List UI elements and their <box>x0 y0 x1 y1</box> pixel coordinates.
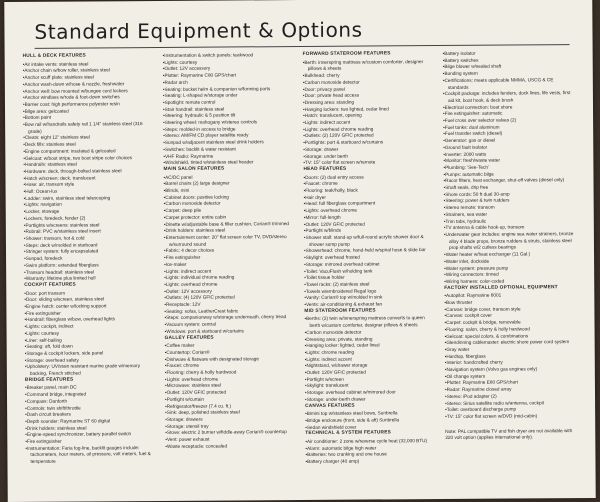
feature-item: • Hatch w/screen: deck, translucent <box>23 175 153 183</box>
feature-section <box>24 282 155 378</box>
feature-item: • Seating: bucket helm & companion w/forming ports <box>163 86 293 94</box>
section-title: GALLEY FEATURES <box>164 335 214 341</box>
feature-item: • Oil change system <box>445 373 577 381</box>
feature-item: • Seating: sofas, LeatherCrest fabric <box>164 308 294 316</box>
feature-item: • Towels w/embroidered Regal logo <box>304 288 434 296</box>
feature-item: • Anchor chain w/bow roller, stainless steel <box>23 67 153 75</box>
feature-item: • Steering wheel: mahogany w/stereo controls <box>163 119 293 127</box>
feature-item: • Blinds, mini <box>164 187 294 195</box>
feature-item: • Anchor well: bow mounted w/bungee cord lockers <box>23 88 153 96</box>
feature-item: • Outlets: (4) 120V GFIC protected <box>164 294 294 302</box>
feature-item: • Storage: overhead cabinet w/mirrored door <box>305 389 435 397</box>
feature-item: • Wiring connectors: tinned <box>444 271 576 279</box>
feature-item: • Battery isolator <box>443 50 575 58</box>
feature-item: • Air conditioner: 2 zone w/reverse cycle heat (32,000 BTU) <box>305 438 435 446</box>
feature-item: • Carpet: cockpit & bridge, removable <box>444 319 576 327</box>
feature-item: • Lights: indirect accent <box>164 268 294 276</box>
feature-item: • Faucet: chrome <box>165 362 295 370</box>
feature-section <box>305 403 435 432</box>
feature-item: • Glendinning cablemaster: electric shore power cord system <box>445 339 577 347</box>
feature-item: • Plotter: Raymarine E80 GPS/chart <box>445 380 577 388</box>
feature-item: • Dressing area: standing <box>303 99 433 107</box>
feature-item: • Lights: chrome reading <box>305 349 435 357</box>
feature-item: • Storage: drawers <box>165 416 295 424</box>
column-3 <box>303 51 436 466</box>
feature-item: • Portlight w/curtain <box>165 396 295 404</box>
feature-item: • Generator: gas or diesel <box>443 137 575 145</box>
feature-item: • Bow rail w/handrails safety rail 1 1/4" stainless steel (316 grade) <box>23 121 153 135</box>
feature-item: • Toilet tissue holder <box>304 274 434 282</box>
feature-item: • Lights: overhead chrome reading <box>303 126 433 134</box>
feature-item: • Plotter: Raymarine C80 GPS/chart <box>163 72 293 80</box>
section-title: MID STATEROOM FEATURES <box>304 308 376 314</box>
feature-item: • Autopilot: Raymarine 6001 <box>444 292 576 300</box>
feature-item: • Stereo: iPod adapter (2) <box>445 393 577 401</box>
feature-item: • Batteries: two cranking and one house <box>305 452 435 460</box>
feature-item: • Showerhead: chrome, hand-held w/spiral hose & slide bar <box>304 247 434 255</box>
feature-item: • Nightstand, w/drawer storage <box>305 362 435 370</box>
feature-item: • Steering: hydraulic & 5 position tilt <box>163 112 293 120</box>
feature-item: • Drink holders: stainless steel <box>164 227 294 235</box>
section-title: FACTORY INSTALLED OPTIONAL EQUIPMENT <box>444 284 558 291</box>
feature-item: • Anchor wash-down w/hose & nozzle, freshwater <box>23 81 153 89</box>
document-page <box>4 0 595 502</box>
feature-item: • Lights: navigation <box>24 201 154 209</box>
feature-item: • Strainers, sea water <box>444 211 576 219</box>
feature-item: • Outlet: 12V accessory <box>163 65 293 73</box>
feature-item: • Sedan windshield cover <box>305 424 435 432</box>
feature-item: • Shower stall: stand-up w/full-round acrylic shower door & shower sump pump <box>304 234 434 248</box>
feature-item: • Dinette w/adjustable base & filler cushion, Corian® trimmed <box>164 221 294 229</box>
feature-item: • Refrigerator/freezer (7.4 cu. ft.) <box>165 403 295 411</box>
feature-item: • Portlight w/screen <box>305 376 435 384</box>
feature-item: • Spotlight: remote control <box>163 99 293 107</box>
feature-section <box>443 50 577 286</box>
feature-item: • Fuel cross over selector valves (2) <box>443 117 575 125</box>
feature-item: • Shaft seals, drip free <box>444 184 576 192</box>
feature-item: • Microwave: stainless steel <box>165 382 295 390</box>
feature-item: • Flooring: salon, cherry & holly hardwood <box>445 326 577 334</box>
feature-item: • Vents: air-conditioning & exhaust fan <box>304 301 434 309</box>
feature-item: • Vacuum system: central <box>164 321 294 329</box>
feature-item: • Command bridge, integrated <box>25 391 155 399</box>
feature-section <box>25 377 156 466</box>
title-divider <box>35 44 570 49</box>
feature-item: • Alarm: automatic bilge high water <box>305 445 435 453</box>
feature-item: • Underwater gear includes: engine sea water strainers, bronze alloy 4 blade props, bronze rudders & struts, stainless steel prop shafts w/2 cutless bearings <box>444 231 576 252</box>
feature-item: • Breaker panel, main DC <box>25 384 155 392</box>
feature-item: • Vent: power exhaust <box>165 436 295 444</box>
feature-item: • Sunpad, foredeck <box>24 255 154 263</box>
feature-item: • VHF Radio: Raymarine <box>163 153 293 161</box>
feature-item: • Stair handrail: stainless steel <box>163 106 293 114</box>
feature-item: • Outlets: (2) 120V GFIC protected <box>303 133 433 141</box>
feature-item: • Hardtop, fiberglass <box>445 353 577 361</box>
feature-item: • Countertop: Corian® <box>165 349 295 357</box>
feature-item: • Water heater w/heat exchanger (11 Gal.) <box>444 251 576 259</box>
feature-item: • Sunpad w/adjacent stainless steel drink holders <box>163 139 293 147</box>
feature-item: • TV: 15" color flat screen w/DVD (mid-cabin) <box>445 413 577 421</box>
feature-item: • Faucet: chrome <box>304 180 434 188</box>
feature-section <box>444 285 577 421</box>
feature-item: • Lights: overhead chrome <box>304 207 434 215</box>
feature-item: • Interior: handcrafted cherry <box>445 359 577 367</box>
column-1 <box>23 53 156 466</box>
feature-item: • Seating: aft, fold down <box>25 343 155 351</box>
feature-item: • Air intake vents: stainless steel <box>23 61 153 69</box>
page-title: Standard Equipment & Options <box>34 17 363 44</box>
feature-item: • Door: sliding w/screen, stainless steel <box>24 296 154 304</box>
feature-item: • Fire extinguisher: automatic <box>443 110 575 118</box>
feature-item: • Ground fault isolator <box>443 144 575 152</box>
feature-item: • Bonding system <box>443 70 575 78</box>
feature-item: • Berth: innerspring mattress w/custom comforter, designer pillows & sheets <box>303 59 433 73</box>
feature-item: • Seating: L-shaped w/storage under <box>163 92 293 100</box>
feature-item: • Storage: mirrored overhead cabinet <box>304 261 434 269</box>
feature-item: • Lights: indirect accent <box>303 119 433 127</box>
feature-item: • Depth sounder: Raymarine ST 60 digital <box>25 418 155 426</box>
feature-item: • Bow thruster <box>444 299 576 307</box>
feature-item: • Hair dryer <box>304 194 434 202</box>
feature-item: • Bilge blower w/sealed shaft <box>443 63 575 71</box>
feature-item: • Shore cords: 50 ft dual 30-amp <box>444 191 576 199</box>
section-title: MAIN SALON FEATURES <box>163 166 225 172</box>
feature-item: • Barrel chairs (2) large designer <box>164 180 294 188</box>
feature-item: • Storage: under berth <box>303 153 433 161</box>
feature-item: • Steps: companionway w/storage underneath, cherry tread <box>164 314 294 322</box>
feature-item: • Storage & cockpit lockers, side panel <box>25 350 155 358</box>
feature-item: • Deck fills: stainless steel <box>23 141 153 149</box>
feature-item: • Hull: Ocean-lux <box>24 188 154 196</box>
feature-item: • Steering: power & twin rudders <box>444 198 576 206</box>
feature-item: • Gelcoat: special colors, & combinations <box>445 333 577 341</box>
feature-item: • Gelcoat: w/boot stripe, two boot stripe color choices <box>23 155 153 163</box>
feature-item: • Handrail: fiberglass w/bow, overhead lights <box>24 316 154 324</box>
feature-item: • Fabric: 4 decor choices <box>164 247 294 255</box>
feature-item: • Locker, stowage <box>24 208 154 216</box>
feature-item: • Lights: courtesy <box>25 330 155 338</box>
feature-item: • Upholstery: UV/stain resistant marine grade w/memory backing, French stitched <box>25 363 155 377</box>
feature-item: • Dressing area: private, standing <box>305 336 435 344</box>
feature-section <box>163 166 294 335</box>
feature-item: • Inverter: 2000 watts <box>443 151 575 159</box>
feature-item: • Canvas: cockpit cover <box>444 312 576 320</box>
section-title: FORWARD STATEROOM FEATURES <box>302 51 391 57</box>
feature-item: • Trim tabs, hydraulic <box>444 218 576 226</box>
feature-item: • Plumbing: 'See-Tech' <box>443 164 575 172</box>
feature-item: • Berths: (2) twin w/innerspring mattress converts to queen berth w/custom comforter, designer pillows & sheets <box>304 315 434 329</box>
feature-item: • Racor filters, heat exchanger, shut-off valves (diesel only) <box>444 177 576 185</box>
feature-section <box>304 308 435 404</box>
feature-item: • Pumps: automatic bilge <box>443 171 575 179</box>
feature-item: • Stringer system: fully encapsulated <box>24 248 154 256</box>
feature-item: • Carbon monoxide detector <box>164 201 294 209</box>
feature-item: • Outlet: 120V GFIC protected <box>305 369 435 377</box>
feature-item: • Cabinet doors: positive locking <box>164 194 294 202</box>
feature-item: • Carpet protector: entire cabin <box>164 214 294 222</box>
feature-item: • Engine-speed synchronizer, battery parallel switch <box>25 431 155 439</box>
feature-item: • Waste receptacle: concealed <box>165 443 295 451</box>
feature-item: • Portlight w/blinds <box>304 227 434 235</box>
section-title: CANVAS FEATURES <box>305 403 355 409</box>
feature-section <box>165 335 296 451</box>
feature-item: • Wiring harness: color-coded <box>444 278 576 286</box>
section-title: COCKPIT FEATURES <box>24 282 76 288</box>
feature-item: • Mirror: full-length <box>304 214 434 222</box>
feature-item: • Towel racks: (2) stainless steel <box>304 281 434 289</box>
feature-item: • Engine hatch: center w/locking support <box>24 303 154 311</box>
feature-item: • Rubrail: PVC w/stainless steel insert <box>24 228 154 236</box>
feature-item: • Handrails: stainless steel <box>23 161 153 169</box>
feature-item: • Electrical connection: boat shore <box>443 104 575 112</box>
feature-item: • Gray water <box>445 346 577 354</box>
feature-item: • Switches: backlit & water resistant <box>163 146 293 154</box>
feature-item: • Lockers, foredeck, fender (2) <box>24 215 154 223</box>
feature-item: • Stereo: Sirius satellite radio w/antenna, cockpit <box>445 400 577 408</box>
feature-item: • Portlights w/screens: stainless steel <box>24 222 154 230</box>
feature-item: • Instrumentation: Faria fog-line, backlit gauges include: tachometers, hour meters, oil pressure, volt meters, fuel & temperature <box>25 445 155 466</box>
feature-item: • Cockpit package: includes fenders, dock lines, life vests, first aid kit, boat hook, & deck brush <box>443 90 575 104</box>
feature-item: • Hardware: deck, through-bolted stainless steel <box>23 168 153 176</box>
feature-item: • Warranty: lifetime plus limited hull <box>24 275 154 283</box>
feature-item: • Stereo: AM/FM CD player satellite ready <box>163 132 293 140</box>
feature-section <box>163 52 294 167</box>
feature-item: • Storage: under-berth drawer <box>305 396 435 404</box>
feature-item: • Barrier coat: high performance polyester resin <box>23 101 153 109</box>
feature-section <box>303 51 434 167</box>
feature-item: • Lights: overhead chrome <box>164 281 294 289</box>
feature-item: • Hanging locker: lighted, cedar lined <box>305 342 435 350</box>
feature-item: • Hanging lockers: two lighted, cedar lined <box>303 106 433 114</box>
feature-item: • TV antenna & cable hook-up, transom <box>444 224 576 232</box>
feature-item: • Bulkhead: cherry <box>303 72 433 80</box>
feature-item: • AC/DC panel <box>163 174 293 182</box>
feature-item: • Doors: (2) dual entry access <box>303 174 433 182</box>
feature-item: • Dash circuit breakers <box>25 411 155 419</box>
feature-section <box>23 53 155 283</box>
feature-item: • Battery switches <box>443 57 575 65</box>
feature-item: • Storage: overhead safety <box>25 357 155 365</box>
feature-item: • Compass: Danforth <box>25 398 155 406</box>
feature-item: • Flooring: teak/holly, black <box>304 187 434 195</box>
feature-item: • Carpet: deep pile <box>164 207 294 215</box>
feature-item: • Door: private head access <box>303 92 433 100</box>
feature-item: • Bimini top w/stainless steel bows, Sunbrella <box>305 410 435 418</box>
feature-item: • Outlet: 120V GFIC protected <box>304 221 434 229</box>
feature-item: • Anchor scuff plate: stainless steel <box>23 74 153 82</box>
feature-item: • Bottom paint <box>23 114 153 122</box>
feature-item: • Skylight: translucent <box>305 383 435 391</box>
feature-item: • Steps: molded-in access to bridge <box>163 126 293 134</box>
feature-item: • Bilge area: gelcoated <box>23 108 153 116</box>
feature-item: • Lights: indirect accent <box>305 356 435 364</box>
feature-item: • Canvas: bridge cover, transom style <box>444 306 576 314</box>
footnote: Note: PAL compatible TV and fish dryer are not available with 220 volt option (applies international only). <box>445 427 573 441</box>
feature-item: • Transom headrail: stainless steel <box>24 269 154 277</box>
feature-item: • Water inlet, dockside <box>444 258 576 266</box>
feature-item: • Instrumentation & switch panels: teakwood <box>163 52 293 60</box>
feature-item: • Coffee maker <box>165 342 295 350</box>
feature-item: • Engine compartment: insulated & gelcoated <box>23 148 153 156</box>
feature-item: • Fuel tanks: dual aluminum <box>443 124 575 132</box>
feature-item: • Windshield, tinted w/stainless steel header <box>163 159 293 167</box>
column-2 <box>163 52 296 450</box>
feature-section <box>305 430 435 465</box>
section-title: TECHNICAL & SYSTEM FEATURES <box>305 430 392 437</box>
feature-item: • Certifications: meets applicable NMMA, USCG & CE standards <box>443 77 575 91</box>
feature-item: • Storage: utensil tray <box>165 423 295 431</box>
feature-item: • Fire extinguisher <box>25 438 155 446</box>
feature-item: • Fire extinguisher <box>164 254 294 262</box>
feature-item: • Lights: courtesy <box>163 59 293 67</box>
feature-item: • Lights: cockpit, indirect <box>25 323 155 331</box>
feature-item: • Radar: Raymarine closed array <box>445 386 577 394</box>
feature-item: • Receptacle: 12V <box>164 301 294 309</box>
section-title: HEAD FEATURES <box>303 166 347 172</box>
feature-item: • Water system: pressure pump <box>444 265 576 273</box>
feature-item: • Lights: individual chrome reading <box>164 274 294 282</box>
feature-item: • Controls: twin shift/throttle <box>25 405 155 413</box>
feature-item: • Navigation system (Volvo gas engines only) <box>445 366 577 374</box>
feature-item: • Vanity: Corian® top w/molded in sink <box>304 294 434 302</box>
feature-item: • Ladder: swim, stainless steel telescoping <box>24 195 154 203</box>
feature-item: • TV: 15" color flat screen w/remote <box>303 159 433 167</box>
feature-item: • Windows: port & starboard w/curtains <box>165 328 295 336</box>
feature-item: • Battery charger (40 amp) <box>305 458 435 466</box>
feature-item: • Ice-maker <box>164 261 294 269</box>
feature-section <box>303 166 434 309</box>
feature-item: • Outlet: 120V GFIC protected <box>165 389 295 397</box>
feature-item: • Hatch: translucent, opening <box>303 112 433 120</box>
feature-item: • Toilet: VacuFlush w/holding tank <box>304 268 434 276</box>
feature-item: • Stove: electric 2 burner w/fiddle-away Corian® countertop <box>165 429 295 437</box>
feature-item: • Door: port transom <box>24 290 154 298</box>
feature-item: • Bridge enclosure (front, side & aft) Sunbrella <box>305 417 435 425</box>
feature-item: • Stereo remote: transom <box>444 204 576 212</box>
feature-item: • Dishware & flatware with designated storage <box>165 356 295 364</box>
feature-item: • Anchor windlass w/rode & foot-down switches <box>23 94 153 102</box>
feature-item: • Outlet: 12V accessory <box>164 288 294 296</box>
feature-item: • Head: full fiberglass compartment <box>304 201 434 209</box>
feature-item: • Cleats: eight 12" stainless steel <box>23 134 153 142</box>
feature-item: • Entertainment center: 20" flat screen color TV, DVD/stereo w/surround sound <box>164 234 294 248</box>
feature-item: • Storage: drawer <box>303 146 433 154</box>
feature-item: • Sink: deep, polished stainless steel <box>165 409 295 417</box>
feature-item: • Flooring: cherry & holly hardwood <box>165 369 295 377</box>
section-title: BRIDGE FEATURES <box>24 377 74 383</box>
feature-item: • Liner: self-bailing <box>25 337 155 345</box>
feature-item: • Carbon monoxide detector <box>303 79 433 87</box>
feature-item: • Shower: transom, hot & cold <box>24 235 154 243</box>
feature-item: • Swim platform: extended fiberglass <box>24 262 154 270</box>
feature-item: • Monitor: fresh/waste water <box>443 157 575 165</box>
feature-item: • Hose: air, transom style <box>24 181 154 189</box>
feature-item: • Radar arch <box>163 79 293 87</box>
feature-item: • Portlights: port & starboard w/curtains <box>303 139 433 147</box>
column-4 <box>443 50 578 442</box>
feature-item: • Steps: deck w/molded in starboard <box>24 242 154 250</box>
feature-item: • Door: privacy panel <box>303 86 433 94</box>
feature-item: • Drink holders: stainless steel <box>25 425 155 433</box>
feature-item: • Carbon monoxide detector <box>305 329 435 337</box>
feature-item: • Fire extinguisher <box>24 310 154 318</box>
feature-item: • Toilet: overboard discharge pump <box>445 406 577 414</box>
section-title: HULL & DECK FEATURES <box>22 53 86 59</box>
feature-item: • Lights: overhead chrome <box>165 376 295 384</box>
feature-item: • Fuel transfer switch (diesel) <box>443 131 575 139</box>
feature-item: • Skylight: overhead frosted <box>304 254 434 262</box>
